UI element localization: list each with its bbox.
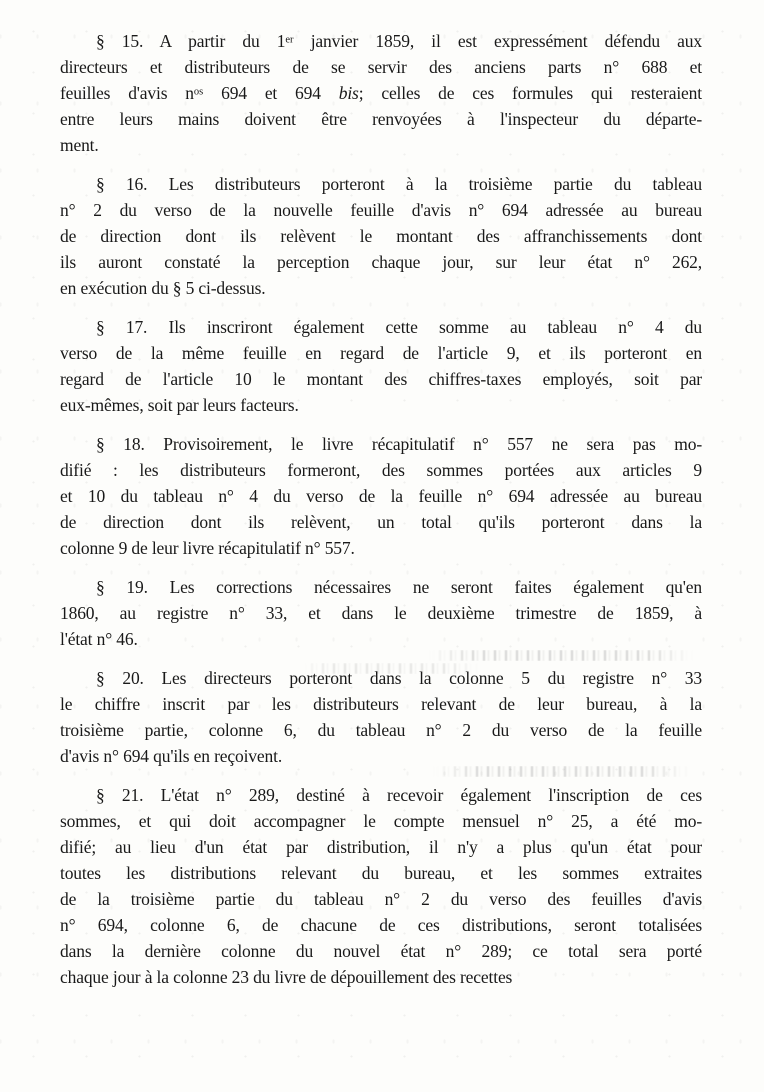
text-line: § 18. Provisoirement, le livre récapitulatif n° 557 ne sera pas mo- — [96, 434, 702, 454]
paragraph-16 — [60, 171, 702, 301]
text-line: § 19. Les corrections nécessaires ne seront faites également qu'en — [96, 577, 702, 597]
text-line: entre leurs mains doivent être renvoyées à l'inspecteur du départe- — [60, 109, 702, 129]
scan-bleedthrough-smudge — [432, 766, 690, 777]
text-line: le chiffre inscrit par les distributeurs relevant de leur bureau, à la — [60, 694, 702, 714]
text-line: 1860, au registre n° 33, et dans le deuxième trimestre de 1859, à — [60, 603, 702, 623]
text-line: toutes les distributions relevant du bureau, et les sommes extraites — [60, 863, 702, 883]
text-line: en exécution du § 5 ci-dessus. — [60, 278, 266, 298]
text-block — [60, 28, 702, 1003]
scan-bleedthrough-smudge — [428, 650, 694, 661]
text-line: difié; au lieu d'un état par distribution, il n'y a plus qu'un état pour — [60, 837, 702, 857]
text-line: de direction dont ils relèvent le montant des affranchissements dont — [60, 226, 702, 246]
paragraph-19 — [60, 574, 702, 652]
text-line: § 20. Les directeurs porteront dans la colonne 5 du registre n° 33 — [96, 668, 702, 688]
text-line: § 16. Les distributeurs porteront à la troisième partie du tableau — [96, 174, 702, 194]
text-line: ment. — [60, 135, 99, 155]
text-line: colonne 9 de leur livre récapitulatif n° 557. — [60, 538, 355, 558]
text-line: d'avis n° 694 qu'ils en reçoivent. — [60, 746, 283, 766]
text-line: feuilles d'avis $n^{os}$ 694 et 694 bis; celles de ces formules qui resteraient — [60, 83, 702, 103]
text-line: § 21. L'état n° 289, destiné à recevoir également l'inscription de ces — [96, 785, 702, 805]
text-line: § 15. A partir du 1er janvier 1859, il est expressément défendu aux — [96, 31, 702, 51]
text-line: troisième partie, colonne 6, du tableau n° 2 du verso de la feuille — [60, 720, 702, 740]
text-line: § 17. Ils inscriront également cette somme au tableau n° 4 du — [96, 317, 702, 337]
text-line: l'état n° 46. — [60, 629, 138, 649]
text-line: sommes, et qui doit accompagner le compte mensuel n° 25, a été mo- — [60, 811, 702, 831]
text-line: de la troisième partie du tableau n° 2 du verso des feuilles d'avis — [60, 889, 702, 909]
text-line: verso de la même feuille en regard de l'article 9, et ils porteront en — [60, 343, 702, 363]
text-line: difié : les distributeurs formeront, des sommes portées aux articles 9 — [60, 460, 702, 480]
text-line: regard de l'article 10 le montant des chiffres-taxes employés, soit par — [60, 369, 702, 389]
paragraph-18 — [60, 431, 702, 561]
text-line: n° 2 du verso de la nouvelle feuille d'avis n° 694 adressée au bureau — [60, 200, 702, 220]
paragraph-21 — [60, 782, 702, 990]
text-line: et 10 du tableau n° 4 du verso de la feuille n° 694 adressée au bureau — [60, 486, 702, 506]
text-line: n° 694, colonne 6, de chacune de ces distributions, seront totalisées — [60, 915, 702, 935]
text-line: directeurs et distributeurs de se servir des anciens parts n° 688 et — [60, 57, 702, 77]
paragraph-17 — [60, 314, 702, 418]
text-line: eux-mêmes, soit par leurs facteurs. — [60, 395, 299, 415]
scan-bleedthrough-smudge — [300, 663, 480, 674]
paragraph-15 — [60, 28, 702, 158]
text-line: ils auront constaté la perception chaque jour, sur leur état n° 262, — [60, 252, 702, 272]
text-line: dans la dernière colonne du nouvel état n° 289; ce total sera porté — [60, 941, 702, 961]
text-line: chaque jour à la colonne 23 du livre de dépouillement des recettes — [60, 967, 513, 987]
text-line: de direction dont ils relèvent, un total qu'ils porteront dans la — [60, 512, 702, 532]
paragraph-20 — [60, 665, 702, 769]
